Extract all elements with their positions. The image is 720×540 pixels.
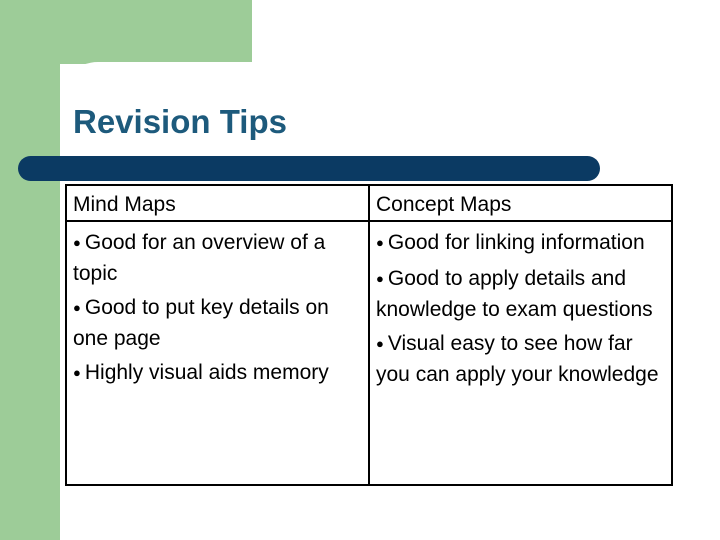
list-item-text: Good for linking information — [387, 231, 645, 254]
decor-green-left — [0, 0, 60, 540]
list-item — [376, 264, 666, 324]
bullet-dot-icon: ● — [376, 336, 384, 351]
list-item-text: Highly visual aids memory — [84, 361, 329, 384]
bullet-dot-icon: ● — [376, 235, 384, 250]
tips-table — [65, 184, 673, 486]
bullet-dot-icon: ● — [376, 271, 384, 286]
mind-maps-cell — [73, 228, 363, 394]
concept-maps-cell — [376, 228, 666, 394]
list-item-text: Good to put key details on one page — [73, 296, 329, 350]
list-item-text: Good to apply details and knowledge to exam questions — [376, 267, 653, 321]
list-item — [376, 329, 666, 389]
column-divider — [368, 186, 370, 484]
list-item-text: Visual easy to see how far you can apply your knowledge — [376, 332, 659, 386]
list-item — [376, 228, 666, 259]
list-item-text: Good for an overview of a topic — [73, 231, 326, 285]
table-header-concept-maps: Concept Maps — [376, 193, 512, 216]
title-underline-bar — [18, 156, 600, 181]
list-item — [73, 228, 363, 288]
slide-title: Revision Tips — [73, 103, 287, 140]
bullet-dot-icon: ● — [73, 300, 81, 315]
bullet-dot-icon: ● — [73, 365, 81, 380]
list-item — [73, 358, 363, 389]
table-header-mind-maps: Mind Maps — [73, 193, 176, 216]
header-divider — [67, 220, 671, 222]
bullet-dot-icon: ● — [73, 235, 81, 250]
list-item — [73, 293, 363, 353]
